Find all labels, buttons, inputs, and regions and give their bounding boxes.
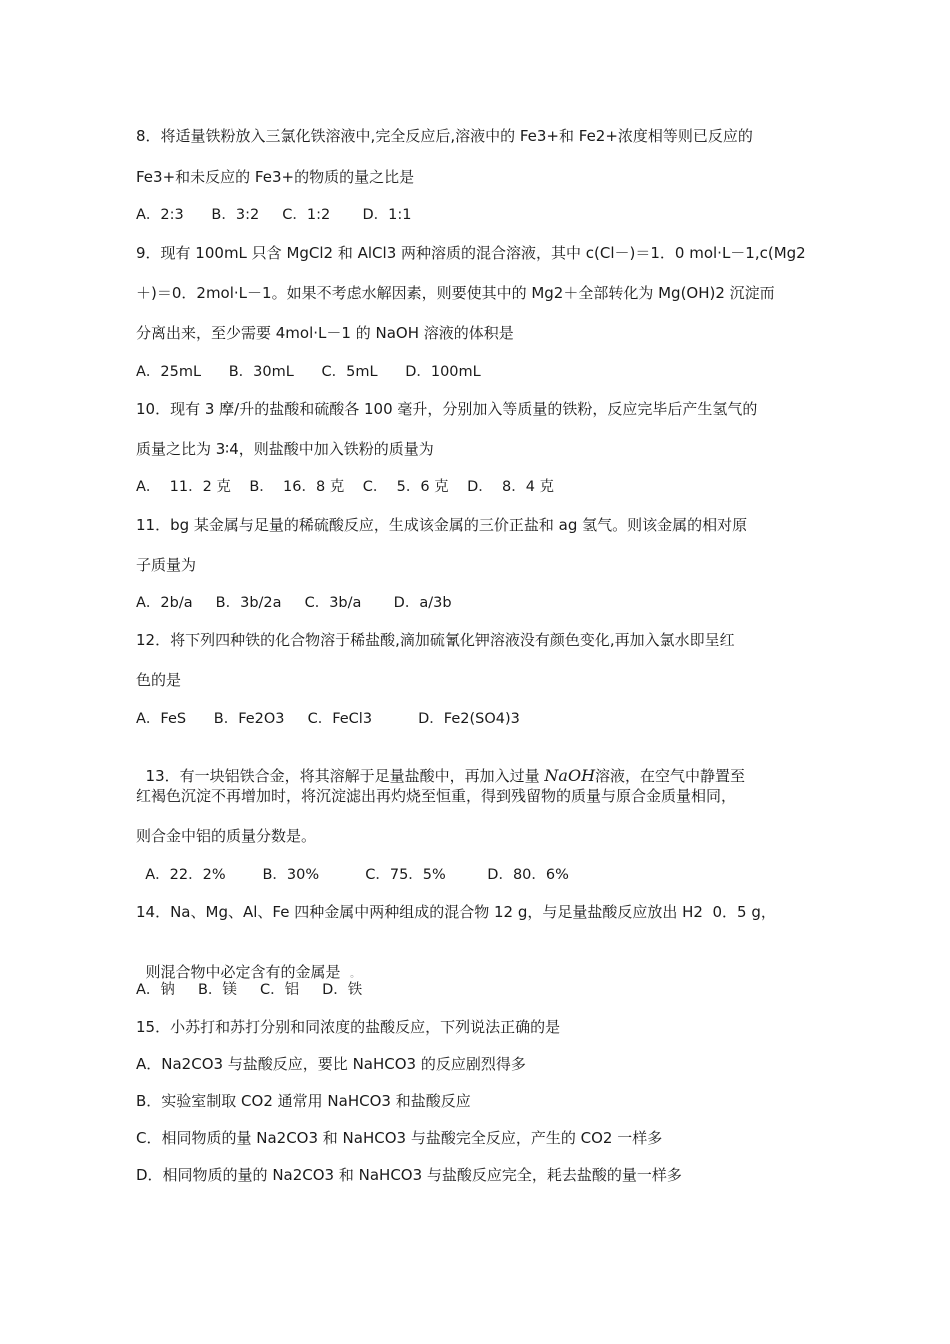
q15-option-b: B．实验室制取 CO2 通常用 NaHCO3 和盐酸反应 [136, 1092, 471, 1110]
q15-option-c: C．相同物质的量 Na2CO3 和 NaHCO3 与盐酸完全反应，产生的 CO2 一样多 [136, 1129, 663, 1147]
q10-options: A． 11．2 克 B． 16．8 克 C． 5．6 克 D． 8．4 克 [136, 479, 555, 495]
q10-stem-line2: 质量之比为 3∶4，则盐酸中加入铁粉的质量为 [136, 440, 434, 458]
q10-stem-line1: 10．现有 3 摩/升的盐酸和硫酸各 100 毫升，分别加入等质量的铁粉，反应完毕后产生氢气的 [136, 400, 758, 418]
q13-stem-line3: 则合金中铝的质量分数是。 [136, 827, 317, 845]
q11-stem-line1: 11．bg 某金属与足量的稀硫酸反应，生成该金属的三价正盐和 ag 氢气。则该金属的相对原 [136, 516, 748, 534]
q15-option-a: A．Na2CO3 与盐酸反应，要比 NaHCO3 的反应剧烈得多 [136, 1055, 526, 1073]
q13-stem-line2: 红褐色沉淀不再增加时，将沉淀滤出再灼烧至恒重，得到残留物的质量与原合金质量相同， [136, 787, 737, 805]
naoh-formula: NaOH [544, 766, 596, 785]
q12-options: A．FeS B．Fe2O3 C．FeCl3 D．Fe2(SO4)3 [136, 711, 520, 727]
q14-options: A．钠 B．镁 C．铝 D．铁 [136, 982, 363, 998]
q9-options: A．25mL B．30mL C．5mL D．100mL [136, 364, 481, 380]
q15-stem: 15．小苏打和苏打分别和同浓度的盐酸反应，下列说法正确的是 [136, 1018, 561, 1036]
q12-stem-line2: 色的是 [136, 671, 182, 689]
q13-options: A．22．2% B．30% C．75．5% D．80．6% [136, 867, 569, 883]
q12-stem-line1: 12．将下列四种铁的化合物溶于稀盐酸,滴加硫氰化钾溶液没有颜色变化,再加入氯水即呈红 [136, 631, 735, 649]
q11-stem-line2: 子质量为 [136, 556, 197, 574]
q13-stem-text-a: 13．有一块铝铁合金，将其溶解于足量盐酸中，再加入过量 [145, 767, 545, 785]
q9-stem-line3: 分离出来，至少需要 4mol·L－1 的 NaOH 溶液的体积是 [136, 324, 514, 342]
q14-stem-line1: 14．Na、Mg、Al、Fe 四种金属中两种组成的混合物 12 g，与足量盐酸反应放出 H2 0．5 g， [136, 903, 776, 921]
q9-stem-line2: ＋)＝0．2mol·L－1。如果不考虑水解因素，则要使其中的 Mg2＋全部转化为 Mg(OH)2 沉淀而 [136, 284, 775, 302]
q8-stem-line1: 8．将适量铁粉放入三氯化铁溶液中,完全反应后,溶液中的 Fe3+和 Fe2+浓度相等则已反应的 [136, 127, 753, 145]
q15-option-d: D．相同物质的量的 Na2CO3 和 NaHCO3 与盐酸反应完全，耗去盐酸的量一样多 [136, 1166, 682, 1184]
q8-options: A．2:3 B．3:2 C．1:2 D．1:1 [136, 207, 412, 223]
q14-stem-line2 [136, 942, 360, 985]
q11-options: A．2b/a B．3b/2a C．3b/a D．a/3b [136, 595, 452, 611]
q14-stem-text: 则混合物中必定含有的金属是 [145, 963, 351, 981]
q8-stem-line2: Fe3+和未反应的 Fe3+的物质的量之比是 [136, 168, 415, 186]
blank-mark: 。 [350, 969, 361, 980]
q9-stem-line1: 9．现有 100mL 只含 MgCl2 和 AlCl3 两种溶质的混合溶液，其中 c(Cl－)＝1．0 mol·L－1,c(Mg2 [136, 244, 806, 262]
q13-stem-text-b: 溶液，在空气中静置至 [595, 767, 746, 785]
q13-stem-line1 [136, 746, 745, 786]
